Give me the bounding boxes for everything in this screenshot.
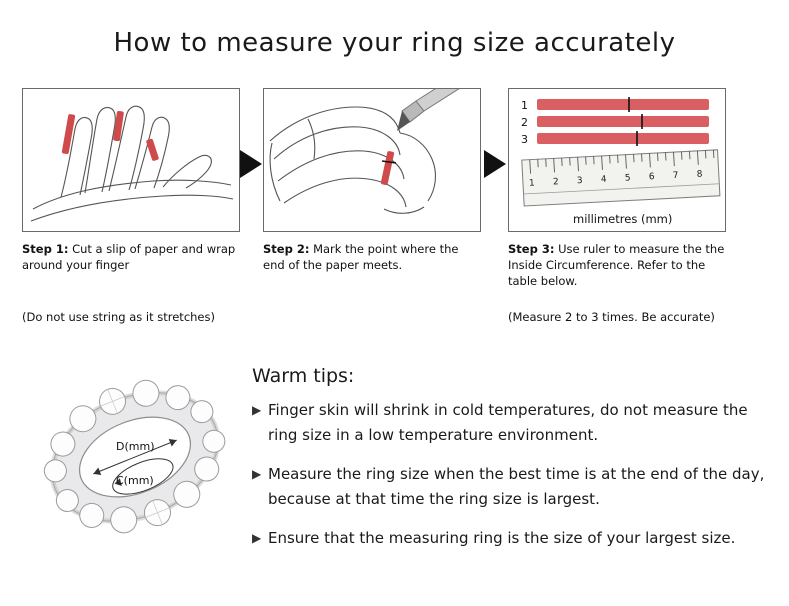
step-2-text: Mark the point where the end of the paper meets. [263, 242, 459, 272]
svg-text:3: 3 [576, 175, 583, 187]
ruler-measuring-drawing [509, 89, 726, 232]
svg-text:millimetres (mm): millimetres (mm) [573, 212, 673, 226]
svg-text:5: 5 [624, 173, 631, 184]
arrow-icon-2 [484, 150, 506, 178]
step-3-label: Step 3: [508, 242, 555, 256]
svg-text:7: 7 [672, 170, 679, 182]
svg-text:1: 1 [521, 99, 528, 112]
svg-text:6: 6 [648, 172, 655, 183]
diamond-ring-drawing [28, 352, 243, 562]
step-2-label: Step 2: [263, 242, 310, 256]
step-3-note: (Measure 2 to 3 times. Be accurate) [508, 310, 715, 324]
step-3-illustration [508, 88, 726, 232]
step-1-illustration [22, 88, 240, 232]
ring-illustration [28, 352, 243, 562]
svg-text:2: 2 [552, 177, 559, 188]
step-2-illustration [263, 88, 481, 232]
warm-tips-list [252, 398, 772, 565]
arrow-icon-1 [240, 150, 262, 178]
warm-tip-text: Measure the ring size when the best time is at the end of the day, because at that time the ring size is largest. [268, 465, 765, 508]
list-item [252, 398, 772, 448]
step-3 [508, 88, 728, 289]
svg-text:2: 2 [521, 116, 528, 129]
bullet-icon: ▶ [252, 467, 262, 481]
step-3-text: Use ruler to measure the the Inside Circumference. Refer to the table below. [508, 242, 725, 288]
list-item [252, 462, 772, 512]
step-3-caption [508, 241, 728, 289]
warm-tip-text: Ensure that the measuring ring is the size of your largest size. [268, 529, 736, 547]
step-2-caption [263, 241, 483, 273]
warm-tips-heading: Warm tips: [252, 365, 355, 387]
svg-text:1: 1 [528, 178, 536, 189]
step-1-note: (Do not use string as it stretches) [22, 310, 215, 324]
ring-diameter-label: D(mm) [116, 440, 155, 453]
ring-circumference-label: C(mm) [116, 474, 154, 487]
svg-text:4: 4 [600, 174, 607, 185]
svg-text:8: 8 [696, 169, 703, 180]
step-1-text: Cut a slip of paper and wrap around your finger [22, 242, 236, 272]
bullet-icon: ▶ [252, 403, 262, 417]
step-1-caption [22, 241, 242, 273]
svg-text:3: 3 [521, 133, 528, 146]
steps-row [18, 88, 773, 343]
hand-with-paper-strip-drawing [23, 89, 240, 232]
page-title: How to measure your ring size accurately [113, 28, 676, 58]
step-1-label: Step 1: [22, 242, 69, 256]
bullet-icon: ▶ [252, 531, 262, 545]
marking-paper-drawing [264, 89, 481, 232]
warm-tip-text: Finger skin will shrink in cold temperatures, do not measure the ring size in a low temperature environment. [268, 401, 748, 444]
step-2 [263, 88, 483, 273]
step-1 [22, 88, 242, 273]
list-item [252, 526, 772, 551]
